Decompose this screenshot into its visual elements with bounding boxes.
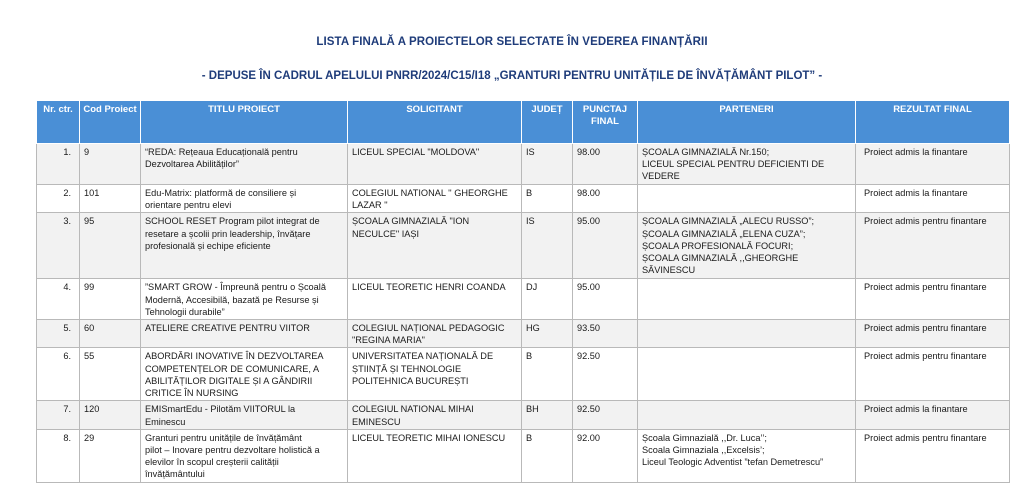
cell-solicitant: COLEGIUL NAȚIONAL PEDAGOGIC "REGINA MARIA"	[348, 320, 522, 348]
cell-nr: 7.	[37, 401, 80, 429]
column-header-nr: Nr. ctr.	[37, 101, 80, 144]
cell-parteneri	[638, 348, 856, 401]
cell-parteneri	[638, 320, 856, 348]
cell-titlu: “REDA: Rețeaua Educațională pentru Dezvoltarea Abilităților”	[141, 144, 348, 185]
cell-parteneri	[638, 279, 856, 320]
cell-judet: IS	[522, 213, 573, 279]
cell-punctaj: 92.00	[573, 429, 638, 482]
cell-solicitant: UNIVERSITATEA NAȚIONALĂ DE ȘTIINȚĂ ȘI TEHNOLOGIE POLITEHNICA BUCUREȘTI	[348, 348, 522, 401]
cell-punctaj: 98.00	[573, 185, 638, 213]
cell-punctaj: 98.00	[573, 144, 638, 185]
column-header-rezultat: REZULTAT FINAL	[856, 101, 1010, 144]
column-header-solicitant: SOLICITANT	[348, 101, 522, 144]
cell-titlu: ATELIERE CREATIVE PENTRU VIITOR	[141, 320, 348, 348]
cell-titlu: SCHOOL RESET Program pilot integrat de resetare a școlii prin leadership, învățare profesională și echipe eficiente	[141, 213, 348, 279]
table-row	[37, 348, 1010, 401]
projects-table	[36, 100, 1010, 483]
cell-judet: DJ	[522, 279, 573, 320]
cell-parteneri: Școala Gimnazială ,,Dr. Luca’’; Scoala Gimnaziala ,,Excelsis’; Liceul Teologic Adventist ”tefan Demetrescu”	[638, 429, 856, 482]
cell-nr: 6.	[37, 348, 80, 401]
table-row	[37, 144, 1010, 185]
cell-punctaj: 92.50	[573, 401, 638, 429]
cell-titlu: Granturi pentru unitățile de învățământ pilot – Inovare pentru dezvoltare holistică a elevilor în scopul creșterii calității învățământului	[141, 429, 348, 482]
cell-judet: B	[522, 185, 573, 213]
cell-cod: 99	[80, 279, 141, 320]
cell-parteneri: ȘCOALA GIMNAZIALĂ Nr.150; LICEUL SPECIAL PENTRU DEFICIENTI DE VEDERE	[638, 144, 856, 185]
cell-judet: B	[522, 429, 573, 482]
cell-judet: HG	[522, 320, 573, 348]
cell-rezultat: Proiect admis pentru finantare	[856, 279, 1010, 320]
cell-titlu: ”SMART GROW - Împreună pentru o Școală Modernă, Accesibilă, bazată pe Resurse și Tehnologii durabile”	[141, 279, 348, 320]
column-header-titlu: TITLU PROIECT	[141, 101, 348, 144]
cell-parteneri: ȘCOALA GIMNAZIALĂ „ALECU RUSSO”; ȘCOALA GIMNAZIALĂ „ELENA CUZA”; ȘCOALA PROFESIONALĂ FOCURI; ȘCOALA GIMNAZIALĂ ,,GHEORGHE SĂVINESCU	[638, 213, 856, 279]
column-header-punctaj: PUNCTAJ FINAL	[573, 101, 638, 144]
page-subtitle: - DEPUSE ÎN CADRUL APELULUI PNRR/2024/C15/I18 „GRANTURI PENTRU UNITĂȚILE DE ÎNVĂȚĂMÂNT PILOT” -	[201, 70, 823, 82]
cell-solicitant: COLEGIUL NATIONAL '' GHEORGHE LAZAR ''	[348, 185, 522, 213]
cell-nr: 1.	[37, 144, 80, 185]
table-header-row	[37, 101, 1010, 144]
cell-solicitant: ȘCOALA GIMNAZIALĂ "ION NECULCE" IAȘI	[348, 213, 522, 279]
table-row	[37, 401, 1010, 429]
cell-nr: 3.	[37, 213, 80, 279]
cell-punctaj: 93.50	[573, 320, 638, 348]
cell-nr: 5.	[37, 320, 80, 348]
cell-titlu: Edu-Matrix: platformă de consiliere și orientare pentru elevi	[141, 185, 348, 213]
cell-rezultat: Proiect admis pentru finantare	[856, 213, 1010, 279]
cell-cod: 95	[80, 213, 141, 279]
table-row	[37, 279, 1010, 320]
cell-rezultat: Proiect admis pentru finantare	[856, 320, 1010, 348]
cell-cod: 9	[80, 144, 141, 185]
cell-judet: B	[522, 348, 573, 401]
cell-cod: 101	[80, 185, 141, 213]
column-header-cod: Cod Proiect	[80, 101, 141, 144]
cell-cod: 29	[80, 429, 141, 482]
table-row	[37, 213, 1010, 279]
cell-cod: 55	[80, 348, 141, 401]
cell-solicitant: LICEUL TEORETIC MIHAI IONESCU	[348, 429, 522, 482]
cell-rezultat: Proiect admis pentru finantare	[856, 348, 1010, 401]
cell-rezultat: Proiect admis pentru finantare	[856, 429, 1010, 482]
page-title: LISTA FINALĂ A PROIECTELOR SELECTATE ÎN VEDEREA FINANȚĂRII	[316, 36, 708, 48]
cell-rezultat: Proiect admis la finantare	[856, 401, 1010, 429]
cell-solicitant: LICEUL TEORETIC HENRI COANDA	[348, 279, 522, 320]
cell-titlu: ABORDĂRI INOVATIVE ÎN DEZVOLTAREA COMPETENȚELOR DE COMUNICARE, A ABILITĂȚILOR DIGITALE ȘI A GÂNDIRII CRITICE ÎN NURSING	[141, 348, 348, 401]
column-header-parteneri: PARTENERI	[638, 101, 856, 144]
column-header-judet: JUDEȚ	[522, 101, 573, 144]
cell-nr: 8.	[37, 429, 80, 482]
cell-parteneri	[638, 185, 856, 213]
cell-cod: 120	[80, 401, 141, 429]
cell-punctaj: 92.50	[573, 348, 638, 401]
cell-solicitant: LICEUL SPECIAL "MOLDOVA"	[348, 144, 522, 185]
cell-judet: BH	[522, 401, 573, 429]
cell-rezultat: Proiect admis la finantare	[856, 185, 1010, 213]
cell-solicitant: COLEGIUL NATIONAL MIHAI EMINESCU	[348, 401, 522, 429]
cell-titlu: EMISmartEdu - Pilotăm VIITORUL la Eminescu	[141, 401, 348, 429]
cell-cod: 60	[80, 320, 141, 348]
cell-nr: 4.	[37, 279, 80, 320]
cell-rezultat: Proiect admis la finantare	[856, 144, 1010, 185]
cell-punctaj: 95.00	[573, 213, 638, 279]
table-row	[37, 320, 1010, 348]
table-row	[37, 185, 1010, 213]
cell-nr: 2.	[37, 185, 80, 213]
cell-punctaj: 95.00	[573, 279, 638, 320]
cell-judet: IS	[522, 144, 573, 185]
table-row	[37, 429, 1010, 482]
cell-parteneri	[638, 401, 856, 429]
